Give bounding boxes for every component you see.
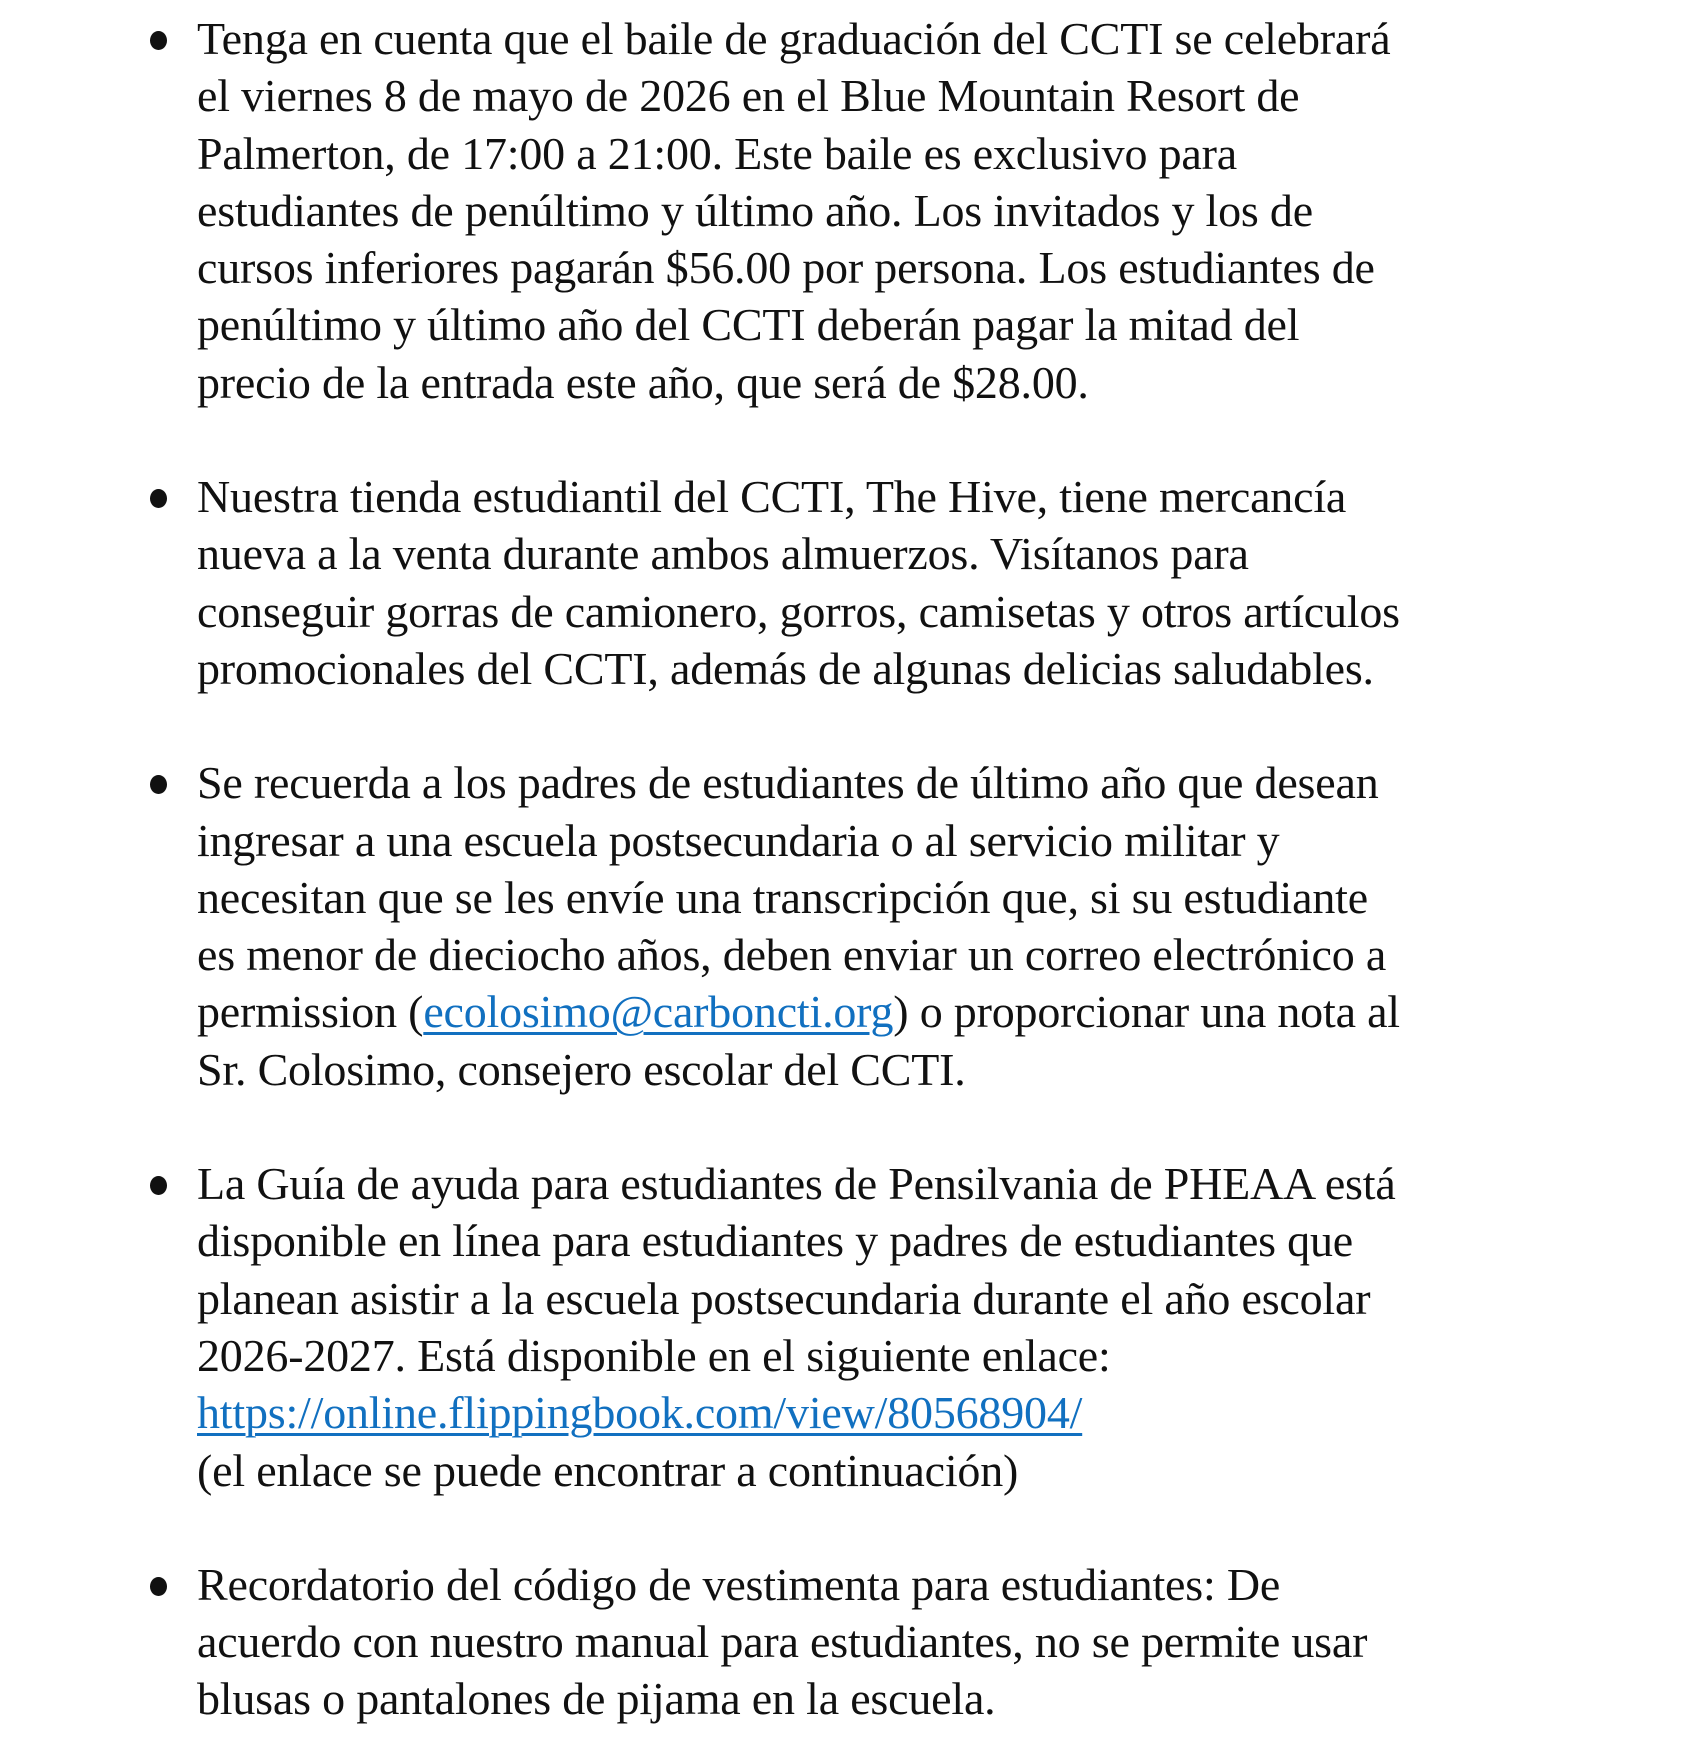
text-line: disponible en línea para estudiantes y padres de estudiantes que bbox=[197, 1215, 1353, 1267]
text-line: Recordatorio del código de vestimenta para estudiantes: De bbox=[197, 1558, 1281, 1610]
text-line: promocionales del CCTI, además de algunas delicias saludables. bbox=[197, 642, 1374, 694]
text-line: Se recuerda a los padres de estudiantes de último año que desean bbox=[197, 757, 1379, 809]
text-line: Palmerton, de 17:00 a 21:00. Este baile es exclusivo para bbox=[197, 127, 1237, 179]
text-line: blusas o pantalones de pijama en la escuela. bbox=[197, 1673, 996, 1725]
text-line: acuerdo con nuestro manual para estudiantes, no se permite usar bbox=[197, 1616, 1368, 1668]
text-line: es menor de dieciocho años, deben enviar un correo electrónico a bbox=[197, 929, 1387, 981]
announcement-dress-code bbox=[150, 1556, 1600, 1728]
paragraph-gap bbox=[150, 697, 1600, 754]
announcement-store bbox=[150, 468, 1600, 697]
email-line-suffix: ) o proporcionar una nota al bbox=[893, 986, 1400, 1038]
text-line: La Guía de ayuda para estudiantes de Pensilvania de PHEAA está bbox=[197, 1158, 1396, 1210]
announcement-prom bbox=[150, 10, 1600, 411]
text-line bbox=[197, 1384, 1600, 1441]
text-line: Tenga en cuenta que el baile de graduación del CCTI se celebrará bbox=[197, 13, 1391, 64]
text-line: 2026-2027. Está disponible en el siguiente enlace: bbox=[197, 1329, 1111, 1381]
text-line: planean asistir a la escuela postsecundaria durante el año escolar bbox=[197, 1272, 1371, 1324]
text-line: precio de la entrada este año, que será de $28.00. bbox=[197, 356, 1089, 408]
text-line: Sr. Colosimo, consejero escolar del CCTI. bbox=[197, 1043, 966, 1095]
announcement-transcripts bbox=[150, 754, 1600, 1098]
text-line: estudiantes de penúltimo y último año. Los invitados y los de bbox=[197, 184, 1313, 236]
bullet-icon bbox=[150, 31, 167, 50]
bullet-icon bbox=[150, 1577, 167, 1596]
text-line: el viernes 8 de mayo de 2026 en el Blue Mountain Resort de bbox=[197, 70, 1300, 122]
bullet-icon bbox=[150, 489, 167, 508]
text-line: cursos inferiores pagarán $56.00 por persona. Los estudiantes de bbox=[197, 242, 1375, 294]
paragraph-gap bbox=[150, 411, 1600, 468]
announcement-pheaa-guide bbox=[150, 1155, 1600, 1499]
email-link[interactable]: ecolosimo@carboncti.org bbox=[423, 986, 894, 1038]
email-line-prefix: permission ( bbox=[197, 986, 424, 1038]
text-line: conseguir gorras de camionero, gorros, camisetas y otros artículos bbox=[197, 585, 1400, 637]
text-line: Nuestra tienda estudiantil del CCTI, The Hive, tiene mercancía bbox=[197, 471, 1347, 523]
text-line: penúltimo y último año del CCTI deberán pagar la mitad del bbox=[197, 299, 1300, 351]
paragraph-gap bbox=[150, 1499, 1600, 1556]
announcement-list bbox=[150, 10, 1600, 1728]
text-line: ingresar a una escuela postsecundaria o al servicio militar y bbox=[197, 814, 1280, 866]
text-line bbox=[197, 983, 1600, 1040]
paragraph-gap bbox=[150, 1098, 1600, 1155]
text-line: nueva a la venta durante ambos almuerzos. Visítanos para bbox=[197, 528, 1249, 580]
pheaa-guide-link[interactable]: https://online.flippingbook.com/view/80568904/ bbox=[197, 1387, 1083, 1439]
bullet-icon bbox=[150, 775, 167, 794]
text-line: necesitan que se les envíe una transcripción que, si su estudiante bbox=[197, 871, 1368, 923]
text-line: (el enlace se puede encontrar a continuación) bbox=[197, 1444, 1019, 1496]
bullet-icon bbox=[150, 1176, 167, 1195]
